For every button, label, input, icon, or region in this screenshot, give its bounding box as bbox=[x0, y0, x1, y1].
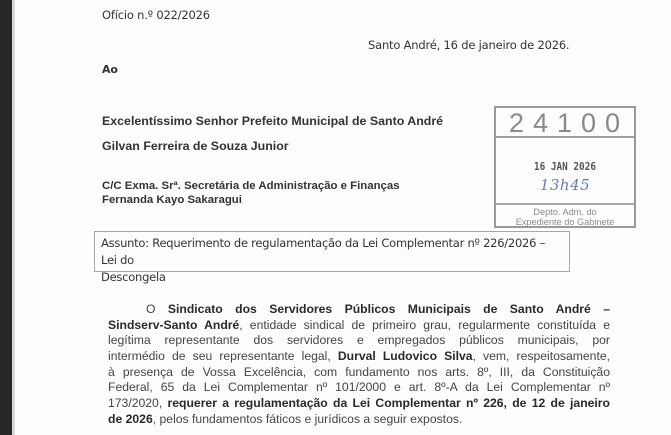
body-line-8: de 2026, pelos fundamentos fáticos e jurídicos a seguir expostos. bbox=[108, 411, 463, 426]
subject-line-2: Descongela bbox=[101, 270, 166, 284]
place-date: Santo André, 16 de janeiro de 2026. bbox=[368, 38, 570, 52]
body-line-7: 173/2020, requerer a regulamentação da Lei Complementar nº 226, de 12 de janeiro bbox=[108, 396, 610, 411]
body-line-6: Federal, 65 da Lei Complementar nº 101/2000 e art. 8º-A da Lei Complementar nº bbox=[108, 380, 610, 395]
body-line-3: legítima representante dos servidores e empregados públicos municipais, por bbox=[108, 333, 610, 348]
subject-line-1: Assunto: Requerimento de regulamentação da Lei Complementar nº 226/2026 – Lei do bbox=[101, 236, 546, 267]
cc-name: Fernanda Kayo Sakaragui bbox=[102, 194, 242, 206]
protocol-stamp bbox=[494, 106, 636, 228]
protocol-number: 24100 bbox=[496, 108, 634, 138]
department-line-2: Expediente do Gabinete bbox=[515, 217, 615, 227]
office-number: Ofício n.º 022/2026 bbox=[102, 8, 210, 22]
viewer-dark-margin bbox=[0, 0, 12, 435]
stamp-department bbox=[496, 203, 634, 228]
salutation: Ao bbox=[102, 63, 118, 76]
stamp-date: 16 JAN 2026 bbox=[534, 160, 596, 173]
addressee-title: Excelentíssimo Senhor Prefeito Municipal de Santo André bbox=[102, 114, 444, 128]
body-line-1: O Sindicato dos Servidores Públicos Municipais de Santo André – bbox=[146, 302, 610, 316]
cc-title: C/C Exma. Srª. Secretária de Administração e Finanças bbox=[102, 180, 400, 192]
department-line-1: Depto. Adm. do bbox=[533, 207, 597, 217]
body-line-4: intermédio de seu representante legal, Durval Ludovico Silva, vem, respeitosamente, bbox=[108, 349, 611, 364]
addressee-name: Gilvan Ferreira de Souza Junior bbox=[102, 139, 289, 153]
handwritten-time: 13h45 bbox=[539, 176, 591, 194]
subject-box bbox=[94, 231, 570, 284]
body-paragraph bbox=[108, 302, 610, 428]
body-line-5: à presença de Vossa Excelência, com fundamento nos arts. 8º, III, da Constituição bbox=[108, 364, 610, 379]
body-line-2: Sindserv-Santo André, entidade sindical de primeiro grau, regularmente constituída e bbox=[108, 317, 610, 332]
